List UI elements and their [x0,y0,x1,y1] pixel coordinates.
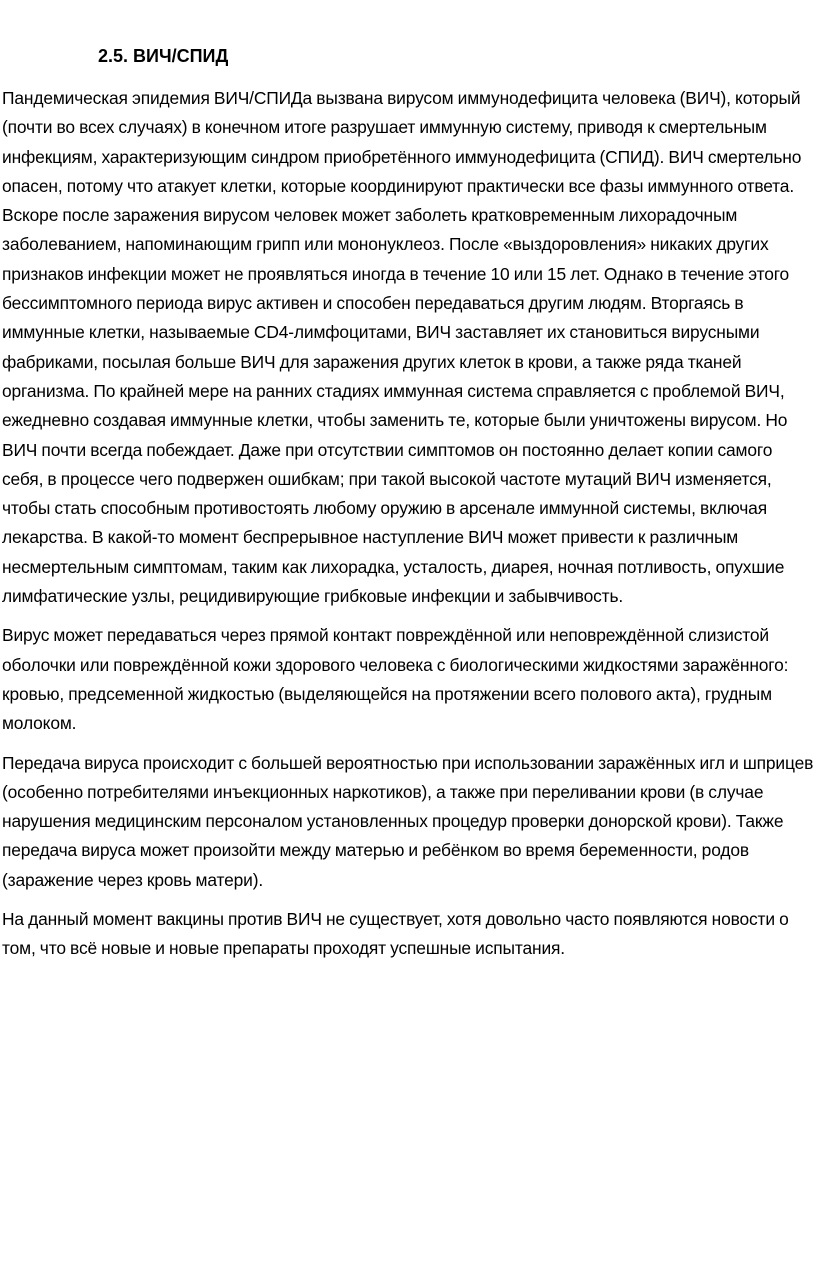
section-heading: 2.5. ВИЧ/СПИД [98,46,229,66]
paragraph-vaccine-status: На данный момент вакцины против ВИЧ не существует, хотя довольно часто появляются новости о том, что всё новые и новые препараты проходят успешные испытания. [2,909,789,959]
paragraph-transmission-routes: Передача вируса происходит с большей вероятностью при использовании заражённых игл и шприцев (особенно потребителями инъекционных наркотиков), а также при переливании крови (в случае нарушения медицинским персоналом установленных процедур проверки донорской крови). Также передача вируса может произойти между матерью и ребёнком во время беременности, родов (заражение через кровь матери). [2,752,814,890]
section-body [2,84,816,974]
paragraph-hiv-overview: Пандемическая эпидемия ВИЧ/СПИДа вызвана вирусом иммунодефицита человека (ВИЧ), который (почти во всех случаях) в конечном итоге разрушает иммунную систему, приводя к смертельным инфекциям, характеризующим синдром приобретённого иммунодефицита (СПИД). ВИЧ смертельно опасен, потому что атакует клетки, которые координируют практически все фазы иммунного ответа. Вскоре после заражения вирусом человек может заболеть кратковременным лихорадочным заболеванием, напоминающим грипп или мононуклеоз. После «выздоровления» никаких других признаков инфекции может не проявляться иногда в течение 10 или 15 лет. Однако в течение этого бессимптомного периода вирус активен и способен передаваться другим людям. Вторгаясь в иммунные клетки, называемые CD4-лимфоцитами, ВИЧ заставляет их становиться вирусными фабриками, посылая больше ВИЧ для заражения других клеток в крови, а также ряда тканей организма. По крайней мере на ранних стадиях иммунная система справляется с проблемой ВИЧ, ежедневно создавая иммунные клетки, чтобы заменить те, которые были уничтожены вирусом. Но ВИЧ почти всегда побеждает. Даже при отсутствии симптомов он постоянно делает копии самого себя, в процессе чего подвержен ошибкам; при такой высокой частоте мутаций ВИЧ изменяется, чтобы стать способным противостоять любому оружию в арсенале иммунной системы, включая лекарства. В какой-то момент беспрерывное наступление ВИЧ может привести к различным несмертельным симптомам, таким как лихорадка, усталость, диарея, ночная потливость, опухшие лимфатические узлы, рецидивирующие грибковые инфекции и забывчивость. [2,88,802,607]
paragraph-transmission-contact: Вирус может передаваться через прямой контакт повреждённой или неповреждённой слизистой оболочки или повреждённой кожи здорового человека с биологическими жидкостями заражённого: кровью, предсеменной жидкостью (выделяющейся на протяжении всего полового акта), грудным молоком. [2,625,789,734]
